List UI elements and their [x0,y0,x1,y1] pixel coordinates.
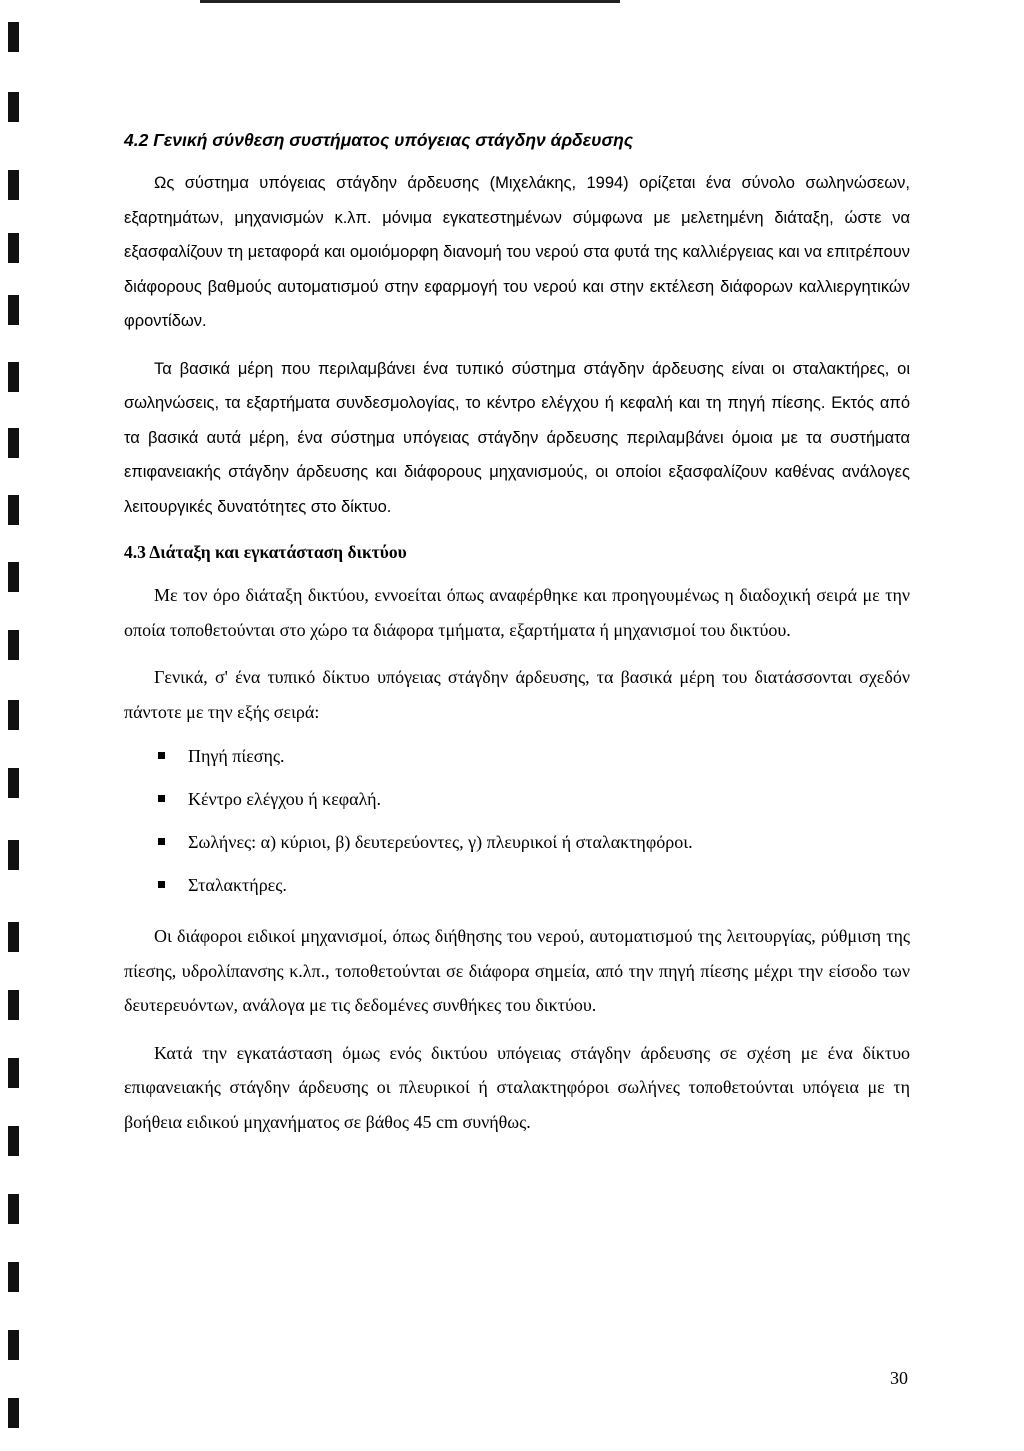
binding-mark [8,92,19,122]
binding-mark [8,1126,19,1156]
binding-margin [0,0,26,1451]
binding-mark [8,562,19,592]
binding-mark [8,1330,19,1360]
paragraph: Ως σύστημα υπόγειας στάγδην άρδευσης (Μιχελάκης, 1994) ορίζεται ένα σύνολο σωληνώσεων, εξαρτημάτων, μηχανισμών κ.λπ. μόνιμα εγκατεστημένων σύμφωνα με μελετημένη διάταξη, ώστε να εξασφαλίζουν τη μεταφορά και ομοιόμορφη διανομή του νερού στα φυτά της καλλιέργειας και να επιτρέπουν διάφορους βαθμούς αυτοματισμού στην εφαρμογή του νερού και στην εκτέλεση διάφορων καλλιεργητικών φροντίδων. [124,174,910,330]
paragraph: Γενικά, σ' ένα τυπικό δίκτυο υπόγειας στάγδην άρδευσης, τα βασικά μέρη του διατάσσονται σχεδόν πάντοτε με την εξής σειρά: [124,667,910,722]
list-item: Σωλήνες: α) κύριοι, β) δευτερεύοντες, γ) πλευρικοί ή σταλακτηφόροι. [124,821,910,864]
scan-edge [200,0,620,3]
list-item: Πηγή πίεσης. [124,735,910,778]
binding-mark [8,990,19,1020]
binding-mark [8,233,19,263]
binding-mark [8,922,19,952]
bullet-icon [158,881,165,888]
paragraph: Τα βασικά μέρη που περιλαμβάνει ένα τυπικό σύστημα στάγδην άρδευσης είναι οι σταλακτήρες, οι σωληνώσεις, τα εξαρτήματα συνδεσμολογίας, το κέντρο ελέγχου ή κεφαλή και τη πηγή πίεσης. Εκτός από τα βασικά αυτά μέρη, ένα σύστημα υπόγειας στάγδην άρδευσης περιλαμβάνει όμοια με τα συστήματα επιφανειακής στάγδην άρδευσης και διάφορους μηχανισμούς, οι οποίοι εξασφαλίζουν καθένας ανάλογες λειτουργικές δυνατότητες στο δίκτυο. [124,359,910,516]
binding-mark [8,1262,19,1292]
binding-mark [8,362,19,392]
parts-list [124,735,910,907]
binding-mark [8,22,19,52]
list-item: Κέντρο ελέγχου ή κεφαλή. [124,778,910,821]
binding-mark [8,495,19,525]
section-heading: 4.3 Διάταξη και εγκατάσταση δικτύου [124,542,407,562]
binding-mark [8,428,19,458]
binding-mark [8,1194,19,1224]
paragraph: Οι διάφοροι ειδικοί μηχανισμοί, όπως διήθησης του νερού, αυτοματισμού της λειτουργίας, ρύθμιση της πίεσης, υδρολίπανσης κ.λπ., τοποθετούνται σε διάφορα σημεία, από την πηγή πίεσης μέχρι την είσοδο των δευτερευόντων, ανάλογα με τις δεδομένες συνθήκες του δικτύου. [124,926,910,1015]
list-item: Σταλακτήρες. [124,864,910,907]
binding-mark [8,295,19,325]
binding-mark [8,1398,19,1428]
paragraph: Κατά την εγκατάσταση όμως ενός δικτύου υπόγειας στάγδην άρδευσης σε σχέση με ένα δίκτυο επιφανειακής στάγδην άρδευσης οι πλευρικοί ή σταλακτηφόροι σωλήνες τοποθετούνται υπόγεια με τη βοήθεια ειδικού μηχανήματος σε βάθος 45 cm συνήθως. [124,1042,910,1132]
binding-mark [8,840,19,870]
binding-mark [8,630,19,660]
document-body [124,126,910,1139]
paragraph: Με τον όρο διάταξη δικτύου, εννοείται όπως αναφέρθηκε και προηγουμένως η διαδοχική σειρά με την οποία τοποθετούνται στο χώρο τα διάφορα τμήματα, εξαρτήματα ή μηχανισμοί του δικτύου. [124,585,910,640]
binding-mark [8,768,19,798]
binding-mark [8,700,19,730]
bullet-icon [158,795,165,802]
binding-mark [8,1058,19,1088]
bullet-icon [158,752,165,759]
bullet-icon [158,838,165,845]
binding-mark [8,170,19,200]
section-heading: 4.2 Γενική σύνθεση συστήματος υπόγειας στάγδην άρδευσης [124,130,634,150]
page-number: 30 [890,1368,908,1388]
